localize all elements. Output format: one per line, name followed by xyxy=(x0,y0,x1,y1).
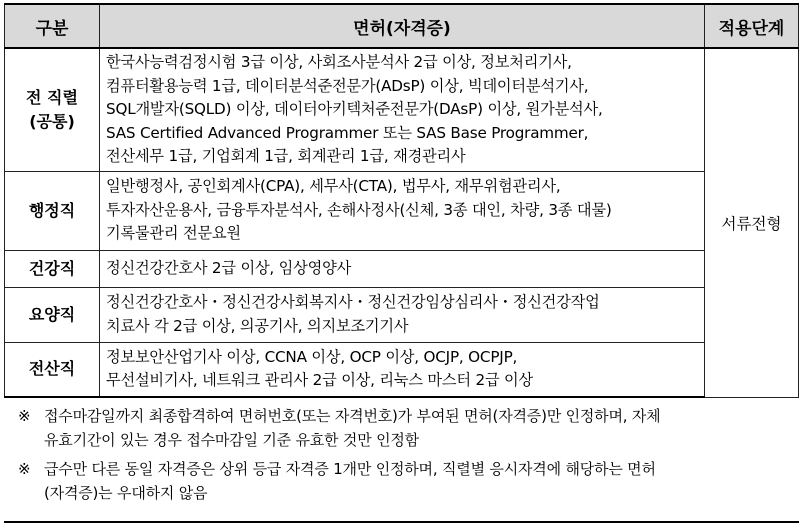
row-category-common xyxy=(5,48,100,171)
stage-cell: 서류전형 xyxy=(705,48,799,397)
license-line: 무선설비기사, 네트워크 관리사 2급 이상, 리눅스 마스터 2급 이상 xyxy=(106,371,533,390)
license-line: 투자자산운용사, 금융투자분석사, 손해사정사(신체, 3종 대인, 차량, 3종 대물) xyxy=(106,200,612,219)
row-category-health: 건강직 xyxy=(5,250,100,287)
license-line: 치료사 각 2급 이상, 의공기사, 의지보조기기사 xyxy=(106,316,409,335)
row-licenses-care xyxy=(100,287,705,342)
note-item xyxy=(4,457,799,505)
note-mark: ※ xyxy=(18,460,31,478)
table-row xyxy=(5,48,799,171)
license-table xyxy=(4,3,799,398)
table-row xyxy=(5,342,799,397)
table-row xyxy=(5,287,799,342)
row-licenses-common xyxy=(100,48,705,171)
table-row xyxy=(5,171,799,250)
license-line: 정신건강간호사・정신건강사회복지사・정신건강임상심리사・정신건강작업 xyxy=(106,293,600,311)
row-category-care: 요양직 xyxy=(5,287,100,342)
note-item xyxy=(4,404,799,452)
note-line: 접수마감일까지 최종합격하여 면허번호(또는 자격번호)가 부여된 면허(자격증)만 인정하며, 자체 xyxy=(44,407,661,425)
header-category: 구분 xyxy=(5,4,100,48)
row-licenses-it xyxy=(100,342,705,397)
license-line: SAS Certified Advanced Programmer 또는 SAS Base Programmer, xyxy=(106,123,589,142)
header-license: 면허(자격증) xyxy=(100,4,705,48)
table-header-row xyxy=(5,4,799,48)
license-line: 일반행정사, 공인회계사(CPA), 세무사(CTA), 법무사, 재무위험관리사, xyxy=(106,177,561,196)
license-line: 컴퓨터활용능력 1급, 데이터분석준전문가(ADsP) 이상, 빅데이터분석기사, xyxy=(106,76,589,95)
license-line: 전산세무 1급, 기업회계 1급, 회계관리 1급, 재경관리사 xyxy=(106,147,466,165)
license-line: 정신건강간호사 2급 이상, 임상영양사 xyxy=(106,258,352,277)
table-row xyxy=(5,250,799,287)
note-line: 유효기간이 있는 경우 접수마감일 기준 유효한 것만 인정함 xyxy=(44,431,419,449)
note-line: (자격증)는 우대하지 않음 xyxy=(44,484,208,502)
license-line: 한국사능력검정시험 3급 이상, 사회조사분석사 2급 이상, 정보처리기사, xyxy=(106,53,572,71)
row-category-admin: 행정직 xyxy=(5,171,100,250)
license-line: 기록물관리 전문요원 xyxy=(106,224,241,243)
notes-section xyxy=(4,404,799,510)
row-category-it: 전산직 xyxy=(5,342,100,397)
category-line: (공통) xyxy=(29,111,75,131)
license-line: 정보보안산업기사 이상, CCNA 이상, OCP 이상, OCJP, OCPJP, xyxy=(106,347,518,366)
note-mark: ※ xyxy=(18,407,31,425)
note-line: 급수만 다른 동일 자격증은 상위 등급 자격증 1개만 인정하며, 직렬별 응시자격에 해당하는 면허 xyxy=(44,460,656,478)
bottom-divider xyxy=(4,521,799,523)
header-stage: 적용단계 xyxy=(705,4,799,48)
row-licenses-admin xyxy=(100,171,705,250)
license-line: SQL개발자(SQLD) 이상, 데이터아키텍처준전문가(DAsP) 이상, 원가분석사, xyxy=(106,100,603,118)
category-line: 전 직렬 xyxy=(26,87,78,107)
row-licenses-health xyxy=(100,250,705,287)
